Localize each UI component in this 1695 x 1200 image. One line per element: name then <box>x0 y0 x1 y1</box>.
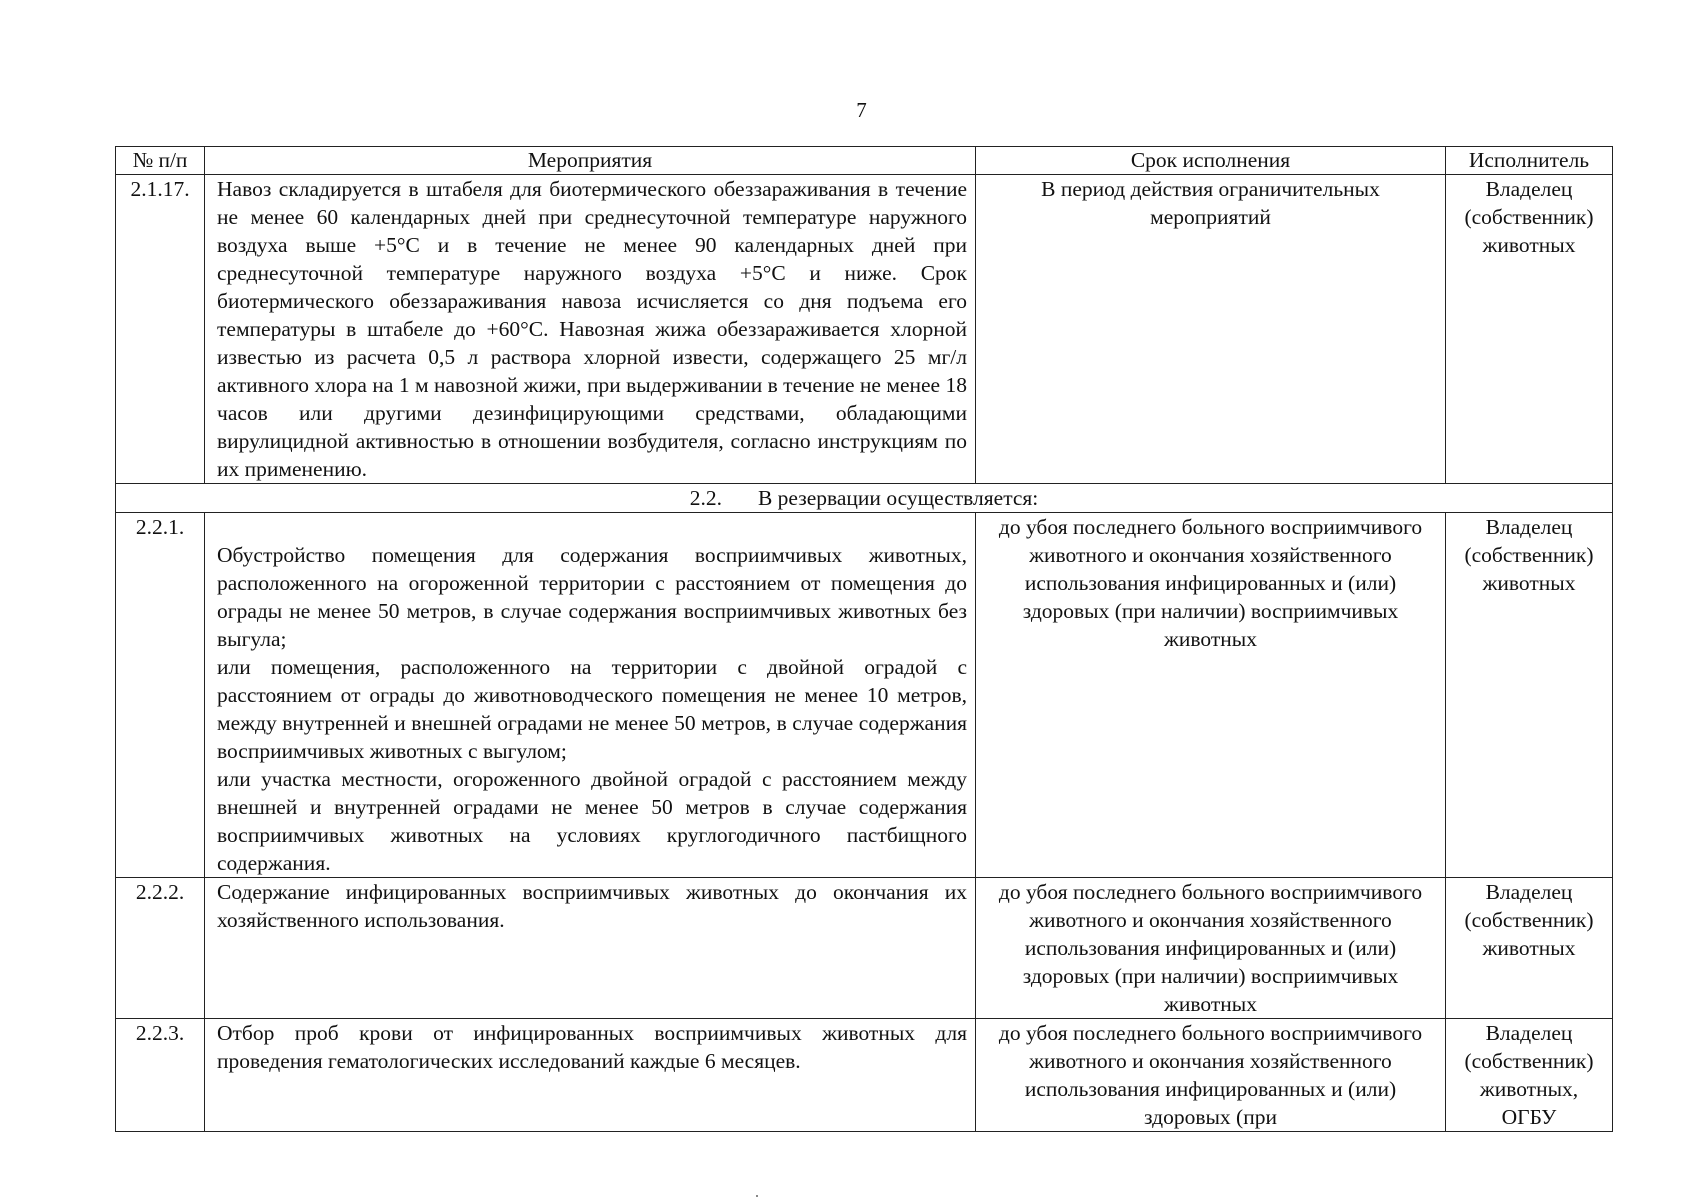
executor-text <box>1446 513 1613 878</box>
executor-line: животных <box>1482 571 1576 595</box>
section-number: 2.2. <box>689 486 722 510</box>
measure-paragraph: Обустройство помещения для содержания восприимчивых животных, расположенного на огороженной территории с расстоянием от помещения до ограды не менее 50 метров, в случае содержания восприимчивых животных без выгула; <box>217 543 967 651</box>
executor-line: Владелец <box>1485 1021 1573 1045</box>
section-heading-row <box>116 484 1613 513</box>
executor-line: (собственник) <box>1464 1049 1594 1073</box>
measure-text: Отбор проб крови от инфицированных восприимчивых животных для проведения гематологических исследований каждые 6 месяцев. <box>205 1019 976 1132</box>
row-number: 2.2.3. <box>116 1019 205 1132</box>
measures-table <box>115 146 1613 1132</box>
executor-line: животных <box>1482 936 1576 960</box>
table-row <box>116 513 1613 878</box>
header-num: № п/п <box>116 147 205 175</box>
deadline-text: до убоя последнего больного восприимчивого животного и окончания хозяйственного использования инфицированных и (или) здоровых (при наличии) восприимчивых животных <box>976 513 1446 878</box>
executor-line: Владелец <box>1485 880 1573 904</box>
executor-line: Владелец <box>1485 515 1573 539</box>
executor-text <box>1446 175 1613 484</box>
row-number: 2.2.2. <box>116 878 205 1019</box>
header-deadline: Срок исполнения <box>976 147 1446 175</box>
table-header-row <box>116 147 1613 175</box>
deadline-text: до убоя последнего больного восприимчивого животного и окончания хозяйственного использования инфицированных и (или) здоровых (при <box>976 1019 1446 1132</box>
table-row <box>116 175 1613 484</box>
executor-line: ОГБУ <box>1501 1105 1557 1129</box>
measure-text: Содержание инфицированных восприимчивых животных до окончания их хозяйственного использования. <box>205 878 976 1019</box>
executor-line: Владелец <box>1485 177 1573 201</box>
executor-line: животных, <box>1479 1077 1579 1101</box>
deadline-text: до убоя последнего больного восприимчивого животного и окончания хозяйственного использования инфицированных и (или) здоровых (при наличии) восприимчивых животных <box>976 878 1446 1019</box>
header-executor: Исполнитель <box>1446 147 1613 175</box>
scan-artifact <box>756 1195 758 1197</box>
executor-line: (собственник) <box>1464 543 1594 567</box>
section-heading <box>116 484 1613 513</box>
header-measure: Мероприятия <box>205 147 976 175</box>
executor-text <box>1446 1019 1613 1132</box>
row-number: 2.1.17. <box>116 175 205 484</box>
deadline-text: В период действия ограничительных мероприятий <box>976 175 1446 484</box>
measure-paragraph: или участка местности, огороженного двойной оградой с расстоянием между внешней и внутренней оградами не менее 50 метров в случае содержания восприимчивых животных на условиях круглогодичного пастбищного содержания. <box>217 767 967 875</box>
executor-text <box>1446 878 1613 1019</box>
executor-line: животных <box>1482 233 1576 257</box>
row-number: 2.2.1. <box>116 513 205 878</box>
table-row <box>116 1019 1613 1132</box>
measure-text <box>205 513 976 878</box>
measure-paragraph: или помещения, расположенного на территории с двойной оградой с расстоянием от ограды до животноводческого помещения не менее 10 метров, между внутренней и внешней оградами не менее 50 метров, в случае содержания восприимчивых животных с выгулом; <box>217 655 967 763</box>
executor-line: (собственник) <box>1464 908 1594 932</box>
table-row <box>116 878 1613 1019</box>
measure-text: Навоз складируется в штабеля для биотермического обеззараживания в течение не менее 60 календарных дней при среднесуточной температуре наружного воздуха выше +5°С и в течение не менее 90 календарных дней при среднесуточной температуре наружного воздуха +5°С и ниже. Срок биотермического обеззараживания навоза исчисляется со дня подъема его температуры в штабеле до +60°С. Навозная жижа обеззараживается хлорной известью из расчета 0,5 л раствора хлорной извести, содержащего 25 мг/л активного хлора на 1 м навозной жижи, при выдерживании в течение не менее 18 часов или другими дезинфицирующими средствами, обладающими вирулицидной активностью в отношении возбудителя, согласно инструкциям по их применению. <box>205 175 976 484</box>
executor-line: (собственник) <box>1464 205 1594 229</box>
section-title: В резервации осуществляется: <box>757 486 1039 510</box>
page-number: 7 <box>856 98 867 122</box>
